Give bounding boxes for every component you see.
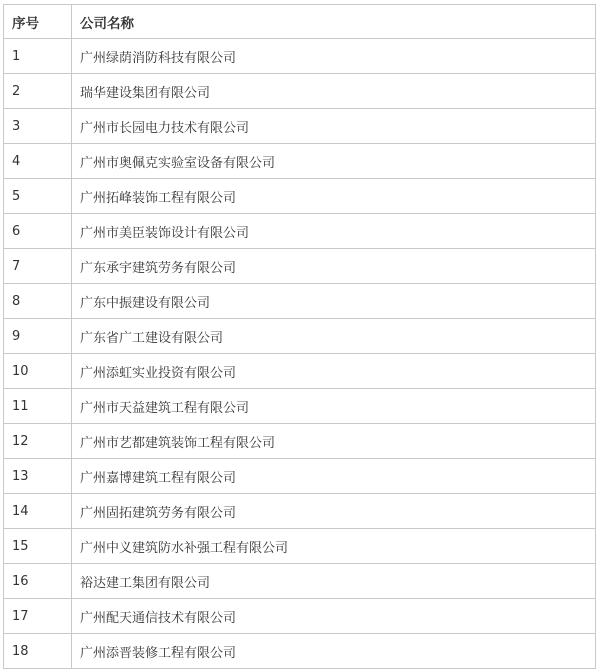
row-company-name: 裕达建工集团有限公司: [72, 564, 596, 599]
row-index: 5: [4, 179, 72, 214]
row-company-name: 广州配天通信技术有限公司: [72, 599, 596, 634]
row-index: 7: [4, 249, 72, 284]
table-body: [4, 39, 596, 669]
row-index: 9: [4, 319, 72, 354]
table-row: [4, 529, 596, 564]
row-company-name: 广州添晋装修工程有限公司: [72, 634, 596, 669]
row-index: 1: [4, 39, 72, 74]
table-row: [4, 424, 596, 459]
row-index: 6: [4, 214, 72, 249]
header-row: [4, 5, 596, 39]
table-row: [4, 389, 596, 424]
row-index: 3: [4, 109, 72, 144]
table-row: [4, 144, 596, 179]
table-row: [4, 179, 596, 214]
table-row: [4, 39, 596, 74]
row-company-name: 广州市艺都建筑装饰工程有限公司: [72, 424, 596, 459]
table-row: [4, 564, 596, 599]
row-company-name: 广州市奥佩克实验室设备有限公司: [72, 144, 596, 179]
row-company-name: 广州添虹实业投资有限公司: [72, 354, 596, 389]
table-row: [4, 109, 596, 144]
row-company-name: 广东省广工建设有限公司: [72, 319, 596, 354]
row-index: 16: [4, 564, 72, 599]
row-company-name: 广东中振建设有限公司: [72, 284, 596, 319]
row-company-name: 广州市天益建筑工程有限公司: [72, 389, 596, 424]
row-index: 18: [4, 634, 72, 669]
header-company-name: 公司名称: [72, 5, 596, 39]
row-company-name: 广州嘉博建筑工程有限公司: [72, 459, 596, 494]
row-index: 4: [4, 144, 72, 179]
table-row: [4, 214, 596, 249]
row-company-name: 广州固拓建筑劳务有限公司: [72, 494, 596, 529]
table-row: [4, 599, 596, 634]
table-row: [4, 74, 596, 109]
row-index: 14: [4, 494, 72, 529]
table-row: [4, 284, 596, 319]
row-index: 10: [4, 354, 72, 389]
row-company-name: 广东承宇建筑劳务有限公司: [72, 249, 596, 284]
row-index: 12: [4, 424, 72, 459]
row-company-name: 广州绿荫消防科技有限公司: [72, 39, 596, 74]
row-index: 8: [4, 284, 72, 319]
table-row: [4, 319, 596, 354]
company-table: [3, 4, 596, 669]
row-company-name: 瑞华建设集团有限公司: [72, 74, 596, 109]
row-company-name: 广州拓峰装饰工程有限公司: [72, 179, 596, 214]
table-row: [4, 459, 596, 494]
table-row: [4, 249, 596, 284]
table-row: [4, 634, 596, 669]
header-index: 序号: [4, 5, 72, 39]
row-company-name: 广州市长园电力技术有限公司: [72, 109, 596, 144]
row-index: 2: [4, 74, 72, 109]
table-row: [4, 494, 596, 529]
row-index: 15: [4, 529, 72, 564]
row-index: 17: [4, 599, 72, 634]
row-company-name: 广州中义建筑防水补强工程有限公司: [72, 529, 596, 564]
row-index: 13: [4, 459, 72, 494]
row-index: 11: [4, 389, 72, 424]
table-header: [4, 5, 596, 39]
row-company-name: 广州市美臣装饰设计有限公司: [72, 214, 596, 249]
table-row: [4, 354, 596, 389]
